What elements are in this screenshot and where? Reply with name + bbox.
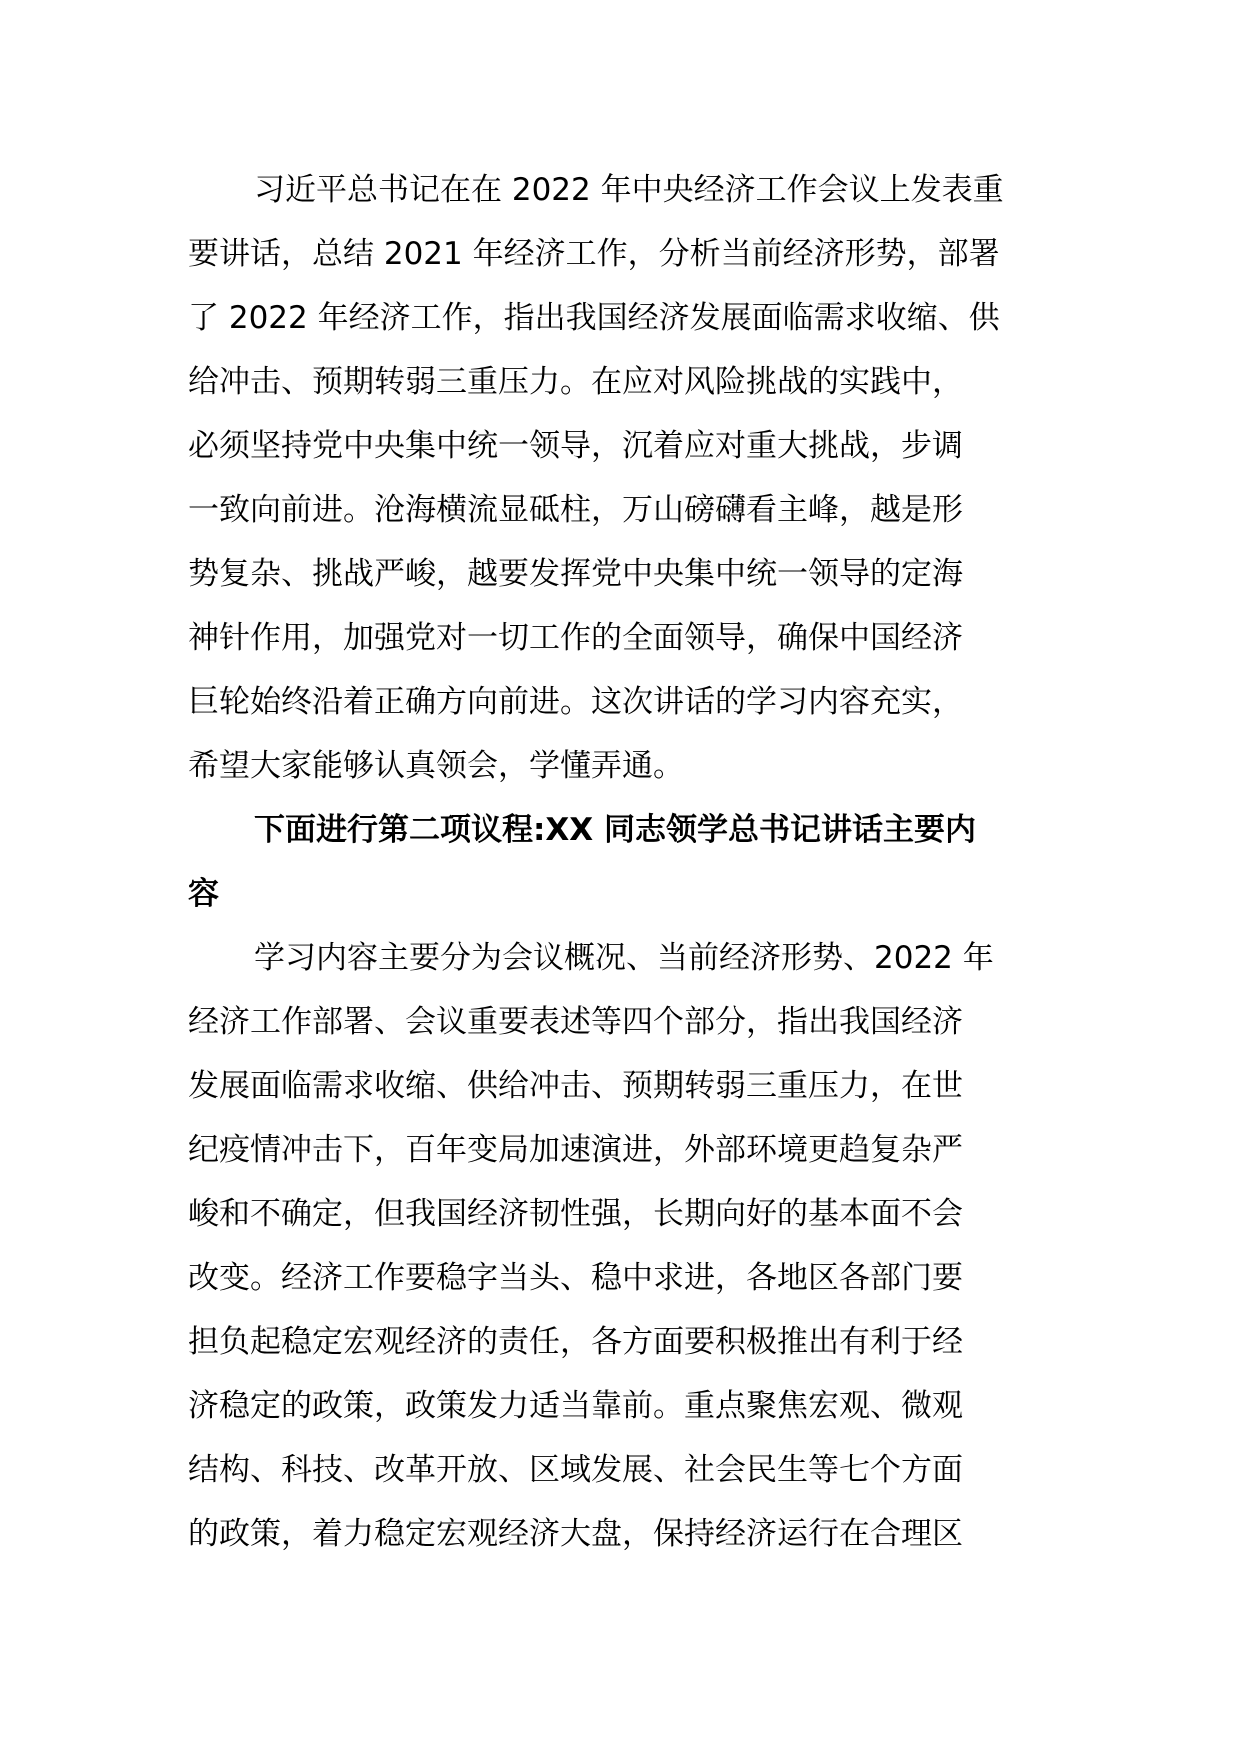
paragraph-line: 纪疫情冲击下，百年变局加速演进，外部环境更趋复杂严 (188, 1132, 963, 1168)
paragraph-line: 峻和不确定，但我国经济韧性强，长期向好的基本面不会 (188, 1196, 963, 1232)
paragraph-line: 神针作用，加强党对一切工作的全面领导，确保中国经济 (188, 620, 963, 656)
paragraph-line: 必须坚持党中央集中统一领导，沉着应对重大挑战，步调 (188, 428, 963, 464)
paragraph-line: 发展面临需求收缩、供给冲击、预期转弱三重压力，在世 (188, 1068, 963, 1104)
paragraph-line: 担负起稳定宏观经济的责任，各方面要积极推出有利于经 (188, 1324, 963, 1360)
paragraph-line: 改变。经济工作要稳字当头、稳中求进，各地区各部门要 (188, 1260, 963, 1296)
paragraph-line: 的政策，着力稳定宏观经济大盘，保持经济运行在合理区 (188, 1516, 963, 1552)
paragraph-line: 了 2022 年经济工作，指出我国经济发展面临需求收缩、供 (188, 300, 1000, 336)
paragraph-line: 一致向前进。沧海横流显砥柱，万山磅礴看主峰，越是形 (188, 492, 963, 528)
paragraph-line: 结构、科技、改革开放、区域发展、社会民生等七个方面 (188, 1452, 963, 1488)
paragraph-line: 济稳定的政策，政策发力适当靠前。重点聚焦宏观、微观 (188, 1388, 963, 1424)
paragraph-line: 习近平总书记在在 2022 年中央经济工作会议上发表重 (254, 172, 1004, 208)
paragraph-line: 势复杂、挑战严峻，越要发挥党中央集中统一领导的定海 (188, 556, 963, 592)
paragraph-line: 经济工作部署、会议重要表述等四个部分，指出我国经济 (188, 1004, 963, 1040)
heading-line: 下面进行第二项议程:XX 同志领学总书记讲话主要内 (254, 812, 976, 848)
document-body (188, 158, 1058, 1566)
paragraph-line: 学习内容主要分为会议概况、当前经济形势、2022 年 (254, 940, 994, 976)
paragraph-line: 给冲击、预期转弱三重压力。在应对风险挑战的实践中， (188, 364, 963, 400)
heading-line: 容 (188, 876, 219, 912)
agenda-heading (188, 798, 1058, 926)
paragraph-line: 希望大家能够认真领会，学懂弄通。 (188, 748, 684, 784)
content-paragraph (188, 926, 1058, 1566)
paragraph-line: 要讲话，总结 2021 年经济工作，分析当前经济形势，部署 (188, 236, 1000, 272)
paragraph-line: 巨轮始终沿着正确方向前进。这次讲话的学习内容充实， (188, 684, 963, 720)
intro-paragraph (188, 158, 1058, 798)
